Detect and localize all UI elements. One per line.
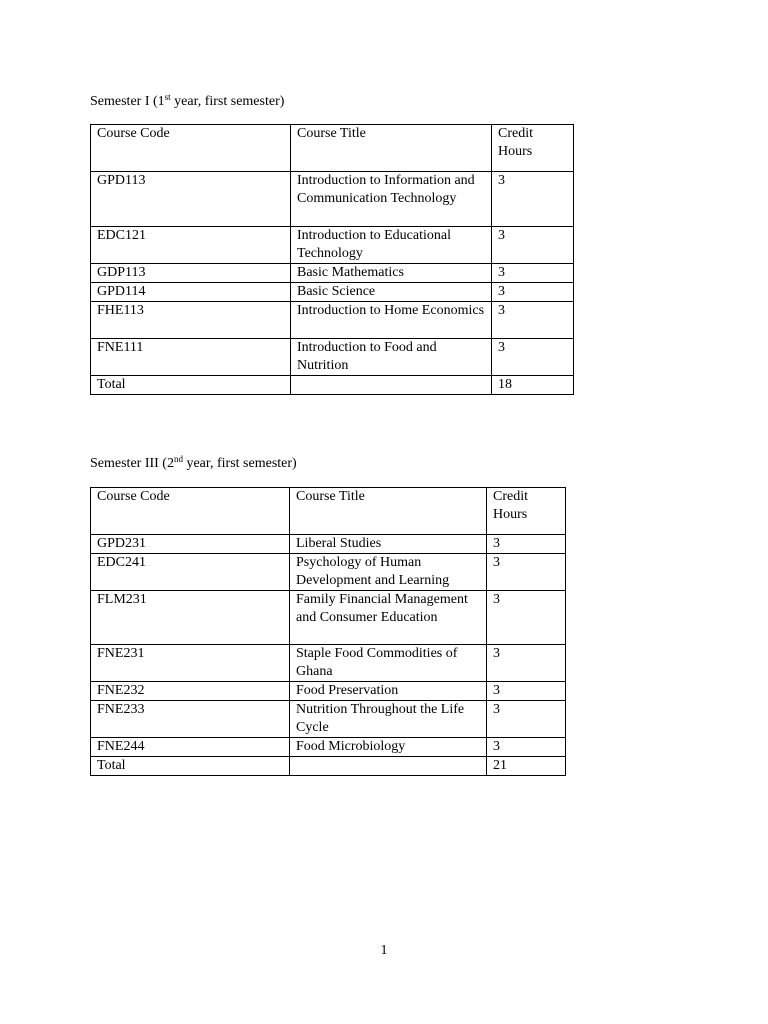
total-title-cell: [290, 757, 487, 776]
table-row: [91, 535, 566, 554]
course-code-cell: FNE232: [91, 682, 290, 701]
course-code-cell: EDC241: [91, 554, 290, 591]
semester-3-course-table: [90, 487, 566, 776]
table-row: [91, 227, 574, 264]
course-code-cell: FNE231: [91, 645, 290, 682]
course-code-cell: FHE113: [91, 302, 291, 339]
semester-1-course-table: [90, 124, 574, 395]
course-code-cell: FLM231: [91, 591, 290, 645]
course-code-cell: FNE111: [91, 339, 291, 376]
credit-hours-cell: 3: [487, 682, 566, 701]
credit-hours-cell: 3: [487, 701, 566, 738]
total-credits-cell: 21: [487, 757, 566, 776]
course-code-cell: GPD114: [91, 283, 291, 302]
total-credits-cell: 18: [492, 376, 574, 395]
table-row: [91, 682, 566, 701]
course-title-cell: Family Financial Management and Consumer Education: [290, 591, 487, 645]
course-title-cell: Staple Food Commodities of Ghana: [290, 645, 487, 682]
credit-hours-cell: 3: [492, 264, 574, 283]
table-row: [91, 283, 574, 302]
course-code-cell: GDP113: [91, 264, 291, 283]
credit-hours-cell: 3: [492, 283, 574, 302]
course-title-cell: Introduction to Information and Communication Technology: [291, 172, 492, 227]
credit-hours-cell: 3: [492, 227, 574, 264]
semester-1-heading: [90, 93, 284, 111]
table-row: [91, 591, 566, 645]
header-course-title: Course Title: [290, 488, 487, 535]
credit-hours-cell: 3: [492, 339, 574, 376]
credit-hours-cell: 3: [487, 591, 566, 645]
course-code-cell: GPD113: [91, 172, 291, 227]
table-header-row: [91, 125, 574, 172]
semester-3-heading-prefix: Semester III (2: [90, 456, 174, 471]
course-code-cell: GPD231: [91, 535, 290, 554]
credit-hours-cell: 3: [487, 554, 566, 591]
header-credit-hours: Credit Hours: [487, 488, 566, 535]
course-title-cell: Food Microbiology: [290, 738, 487, 757]
semester-3-heading: [90, 455, 297, 473]
table-row: [91, 264, 574, 283]
semester-3-heading-suffix: year, first semester): [182, 456, 297, 471]
course-title-cell: Introduction to Food and Nutrition: [291, 339, 492, 376]
table-header-row: [91, 488, 566, 535]
course-code-cell: EDC121: [91, 227, 291, 264]
credit-hours-cell: 3: [492, 302, 574, 339]
header-course-code: Course Code: [91, 488, 290, 535]
page-number: 1: [380, 943, 388, 958]
total-label-cell: Total: [91, 376, 291, 395]
table-row: [91, 738, 566, 757]
course-code-cell: FNE244: [91, 738, 290, 757]
total-label-cell: Total: [91, 757, 290, 776]
total-title-cell: [291, 376, 492, 395]
table-row: [91, 172, 574, 227]
course-title-cell: Liberal Studies: [290, 535, 487, 554]
course-title-cell: Food Preservation: [290, 682, 487, 701]
course-title-cell: Basic Science: [291, 283, 492, 302]
course-code-cell: FNE233: [91, 701, 290, 738]
credit-hours-cell: 3: [492, 172, 574, 227]
header-course-code: Course Code: [91, 125, 291, 172]
table-row: [91, 554, 566, 591]
table-row: [91, 701, 566, 738]
course-title-cell: Psychology of Human Development and Learning: [290, 554, 487, 591]
credit-hours-cell: 3: [487, 535, 566, 554]
header-course-title: Course Title: [291, 125, 492, 172]
table-row: [91, 302, 574, 339]
course-title-cell: Basic Mathematics: [291, 264, 492, 283]
table-row: [91, 339, 574, 376]
course-title-cell: Nutrition Throughout the Life Cycle: [290, 701, 487, 738]
semester-1-heading-prefix: Semester I (1: [90, 94, 165, 109]
credit-hours-cell: 3: [487, 645, 566, 682]
table-row: [91, 645, 566, 682]
header-credit-hours: Credit Hours: [492, 125, 574, 172]
semester-1-heading-suffix: year, first semester): [170, 94, 285, 109]
semester-1-heading-ordinal: st: [164, 92, 171, 102]
course-title-cell: Introduction to Home Economics: [291, 302, 492, 339]
table-total-row: [91, 376, 574, 395]
credit-hours-cell: 3: [487, 738, 566, 757]
semester-3-heading-ordinal: nd: [173, 454, 183, 464]
table-total-row: [91, 757, 566, 776]
course-title-cell: Introduction to Educational Technology: [291, 227, 492, 264]
